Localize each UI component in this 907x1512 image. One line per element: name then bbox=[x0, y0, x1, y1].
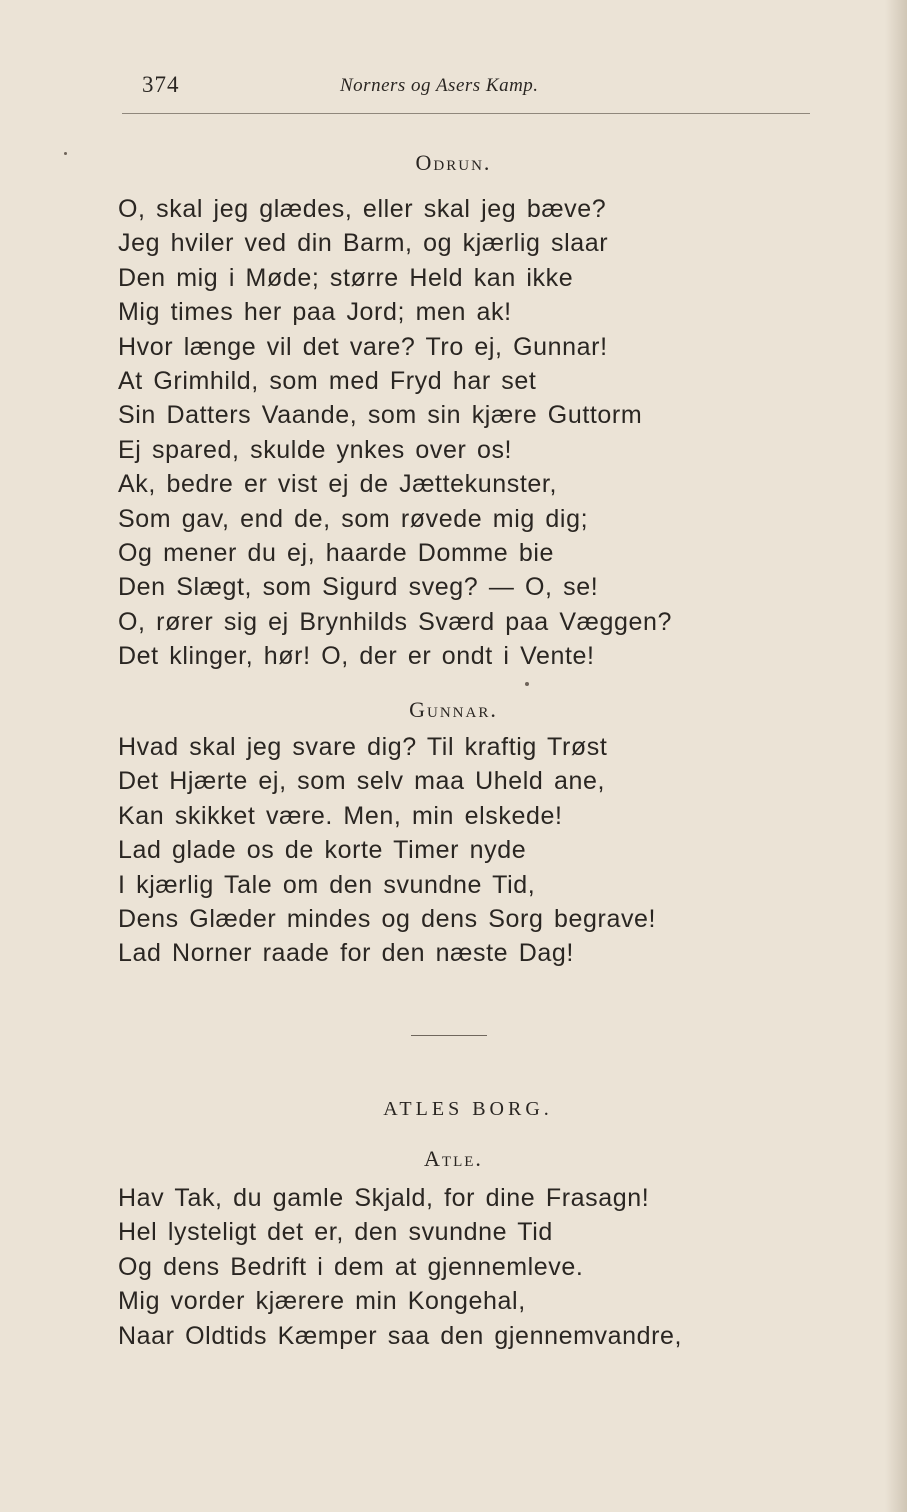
verse-line: Ak, bedre er vist ej de Jættekunster, bbox=[118, 470, 558, 499]
verse-line: Mig times her paa Jord; men ak! bbox=[118, 298, 512, 327]
verse-line: Den Slægt, som Sigurd sveg? — O, se! bbox=[118, 573, 599, 602]
verse-line: O, rører sig ej Brynhilds Sværd paa Væggen? bbox=[118, 607, 672, 636]
verse-line: Som gav, end de, som røvede mig dig; bbox=[118, 504, 589, 533]
running-title: Norners og Asers Kamp. bbox=[340, 75, 539, 96]
verse-line: Jeg hviler ved din Barm, og kjærlig slaar bbox=[118, 229, 609, 258]
section-divider bbox=[411, 1035, 487, 1036]
verse-atle bbox=[118, 1181, 682, 1353]
verse-line: Og mener du ej, haarde Domme bie bbox=[118, 538, 555, 567]
speaker-gunnar: Gunnar. bbox=[409, 697, 498, 722]
speaker-atle: Atle. bbox=[424, 1146, 483, 1171]
verse-line: Hvor længe vil det vare? Tro ej, Gunnar! bbox=[118, 332, 608, 361]
verse-line: Lad glade os de korte Timer nyde bbox=[118, 836, 527, 865]
header-rule bbox=[122, 113, 810, 114]
verse-line: Den mig i Møde; større Held kan ikke bbox=[118, 263, 574, 292]
page-number: 374 bbox=[142, 72, 180, 97]
verse-line: Det klinger, hør! O, der er ondt i Vente! bbox=[118, 642, 595, 671]
verse-line: Og dens Bedrift i dem at gjennemleve. bbox=[118, 1252, 584, 1281]
verse-line: Dens Glæder mindes og dens Sorg begrave! bbox=[118, 904, 657, 933]
verse-line: Det Hjærte ej, som selv maa Uheld ane, bbox=[118, 767, 606, 796]
verse-line: Hel lysteligt det er, den svundne Tid bbox=[118, 1218, 553, 1247]
verse-line: Kan skikket være. Men, min elskede! bbox=[118, 801, 563, 830]
page-header bbox=[0, 70, 907, 110]
verse-odrun bbox=[118, 192, 672, 673]
verse-line: Hvad skal jeg svare dig? Til kraftig Trøst bbox=[118, 733, 608, 761]
speaker-odrun: Odrun. bbox=[415, 150, 492, 175]
verse-line: Lad Norner raade for den næste Dag! bbox=[118, 939, 574, 968]
verse-line: I kjærlig Tale om den svundne Tid, bbox=[118, 870, 536, 899]
page-edge-shadow bbox=[885, 0, 907, 1512]
verse-gunnar bbox=[118, 730, 656, 971]
verse-line: Sin Datters Vaande, som sin kjære Guttorm bbox=[118, 401, 643, 430]
scan-speck bbox=[64, 152, 67, 155]
verse-line: Naar Oldtids Kæmper saa den gjennemvandre, bbox=[118, 1321, 683, 1350]
scene-heading: ATLES BORG. bbox=[383, 1098, 553, 1120]
verse-line: Hav Tak, du gamle Skjald, for dine Frasagn! bbox=[118, 1184, 650, 1212]
verse-line: O, skal jeg glædes, eller skal jeg bæve? bbox=[118, 195, 607, 223]
verse-line: At Grimhild, som med Fryd har set bbox=[118, 366, 537, 395]
verse-line: Mig vorder kjærere min Kongehal, bbox=[118, 1287, 526, 1316]
scan-speck bbox=[525, 682, 529, 686]
verse-line: Ej spared, skulde ynkes over os! bbox=[118, 435, 513, 464]
